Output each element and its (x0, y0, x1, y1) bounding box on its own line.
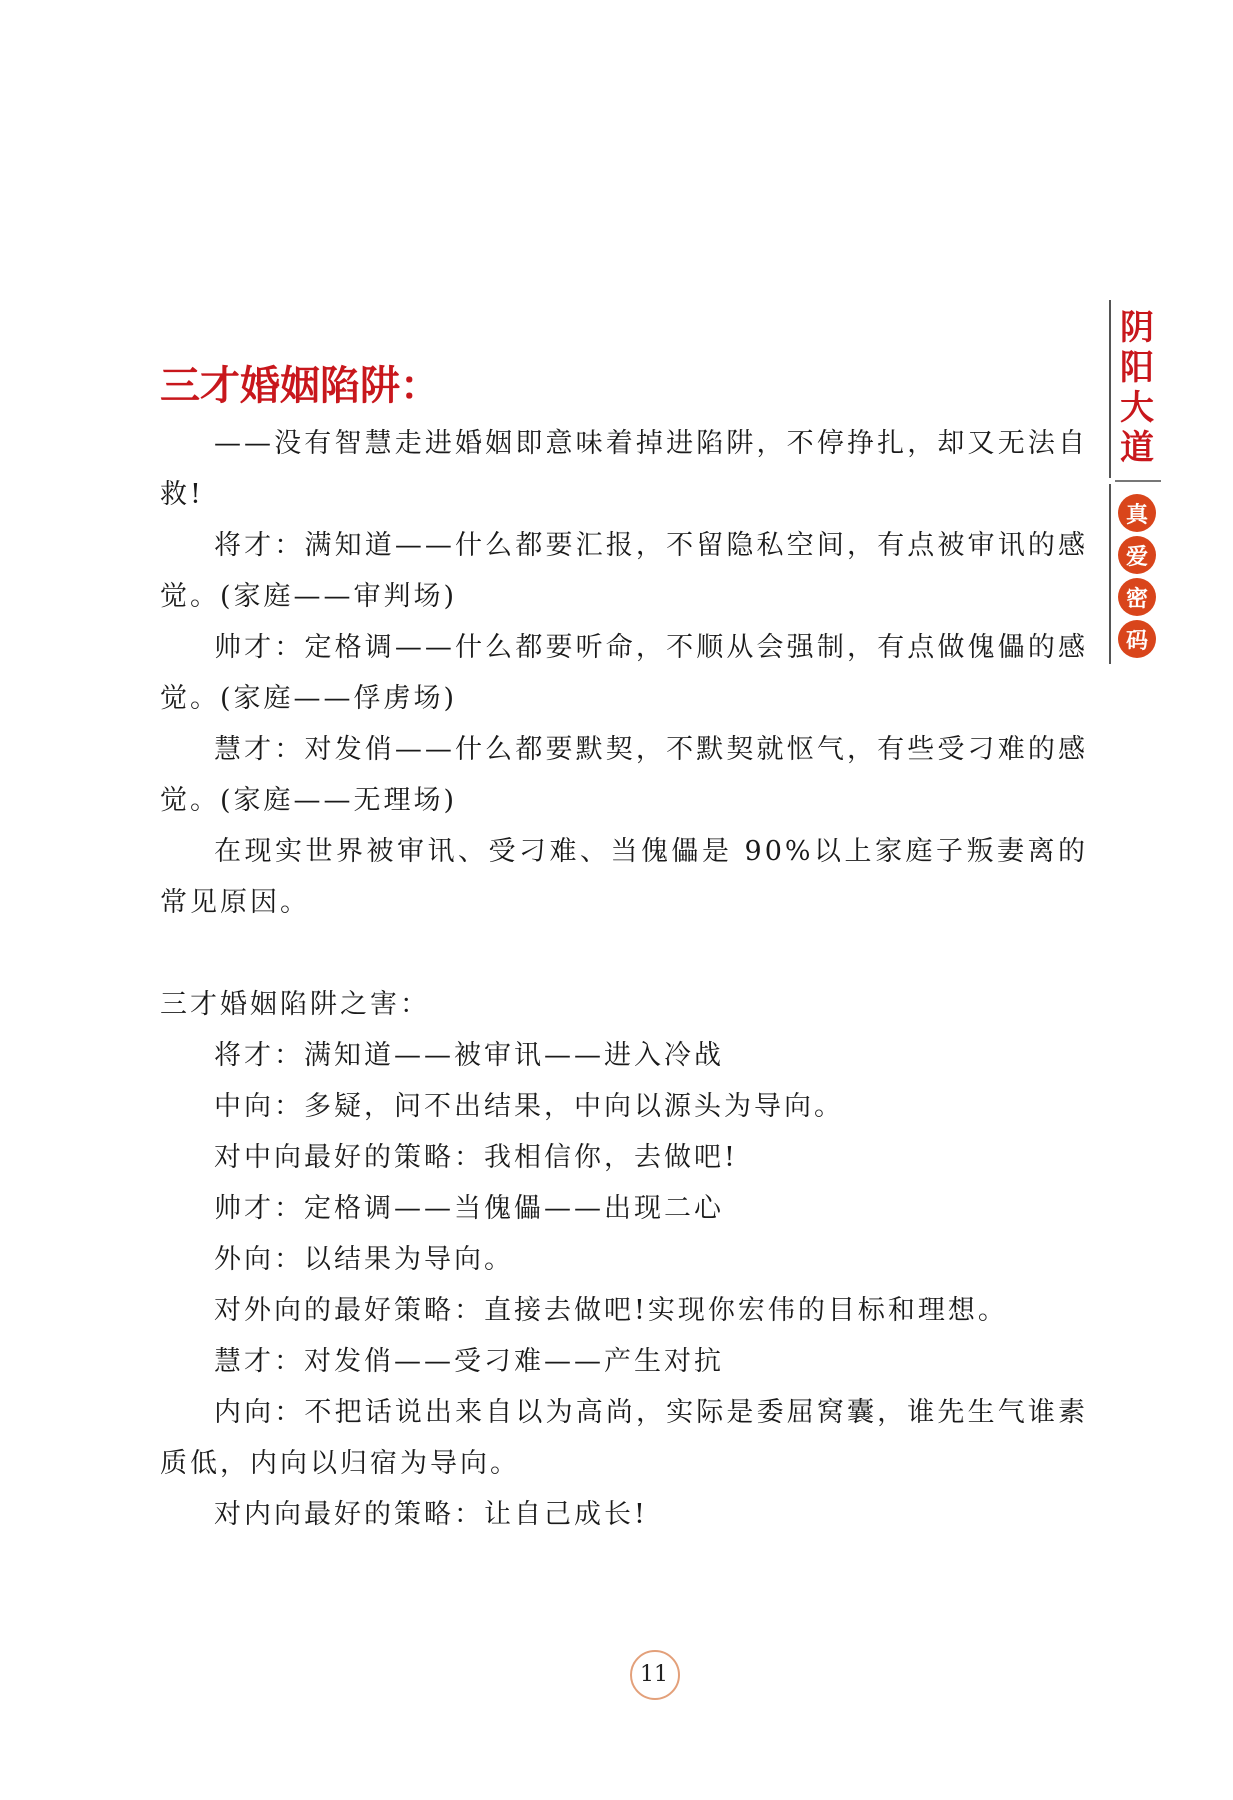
section-title: 三才婚姻陷阱之害： (160, 989, 430, 1020)
paragraph: 将才：满知道——什么都要汇报，不留隐私空间，有点被审讯的感觉。(家庭——审判场) (160, 530, 1088, 612)
page-number: 11 (640, 1661, 668, 1687)
side-badge: 真 (1118, 494, 1156, 532)
paragraph: 帅才：定格调——当傀儡——出现二心 (214, 1193, 724, 1224)
paragraph: 外向：以结果为导向。 (214, 1244, 514, 1275)
side-badge: 密 (1118, 578, 1156, 616)
paragraph: 中向：多疑，问不出结果，中向以源头为导向。 (214, 1091, 844, 1122)
paragraph: 对外向的最好策略：直接去做吧!实现你宏伟的目标和理想。 (214, 1295, 1008, 1326)
page-content (160, 358, 1088, 1540)
side-title-char: 道 (1120, 428, 1154, 468)
paragraph: 慧才：对发俏——什么都要默契，不默契就怄气，有些受刁难的感觉。(家庭——无理场) (160, 734, 1088, 816)
side-divider-bottom (1109, 484, 1111, 664)
side-divider-middle (1115, 480, 1161, 482)
side-badge: 爱 (1118, 536, 1156, 574)
side-divider-top (1109, 300, 1111, 478)
paragraph: 将才：满知道——被审讯——进入冷战 (214, 1040, 724, 1071)
side-tab-title (1114, 308, 1160, 468)
paragraph: 内向：不把话说出来自以为高尚，实际是委屈窝囊，谁先生气谁素质低，内向以归宿为导向。 (160, 1397, 1088, 1479)
spacer (160, 928, 1088, 979)
side-title-char: 阴 (1120, 308, 1154, 348)
paragraph: 帅才：定格调——什么都要听命，不顺从会强制，有点做傀儡的感觉。(家庭——俘虏场) (160, 632, 1088, 714)
side-badge: 码 (1118, 620, 1156, 658)
page-heading: 三才婚姻陷阱： (160, 363, 440, 409)
side-title-char: 阳 (1120, 348, 1154, 388)
paragraph: ——没有智慧走进婚姻即意味着掉进陷阱，不停挣扎，却又无法自救! (160, 428, 1088, 510)
side-tab-badges (1117, 494, 1157, 658)
paragraph: 慧才：对发俏——受刁难——产生对抗 (214, 1346, 724, 1377)
paragraph: 对内向最好的策略：让自己成长! (214, 1499, 648, 1530)
side-title-char: 大 (1120, 388, 1154, 428)
paragraph: 对中向最好的策略：我相信你，去做吧! (214, 1142, 738, 1173)
page-number-badge (630, 1650, 678, 1698)
paragraph: 在现实世界被审讯、受刁难、当傀儡是 90%以上家庭子叛妻离的常见原因。 (160, 836, 1088, 918)
